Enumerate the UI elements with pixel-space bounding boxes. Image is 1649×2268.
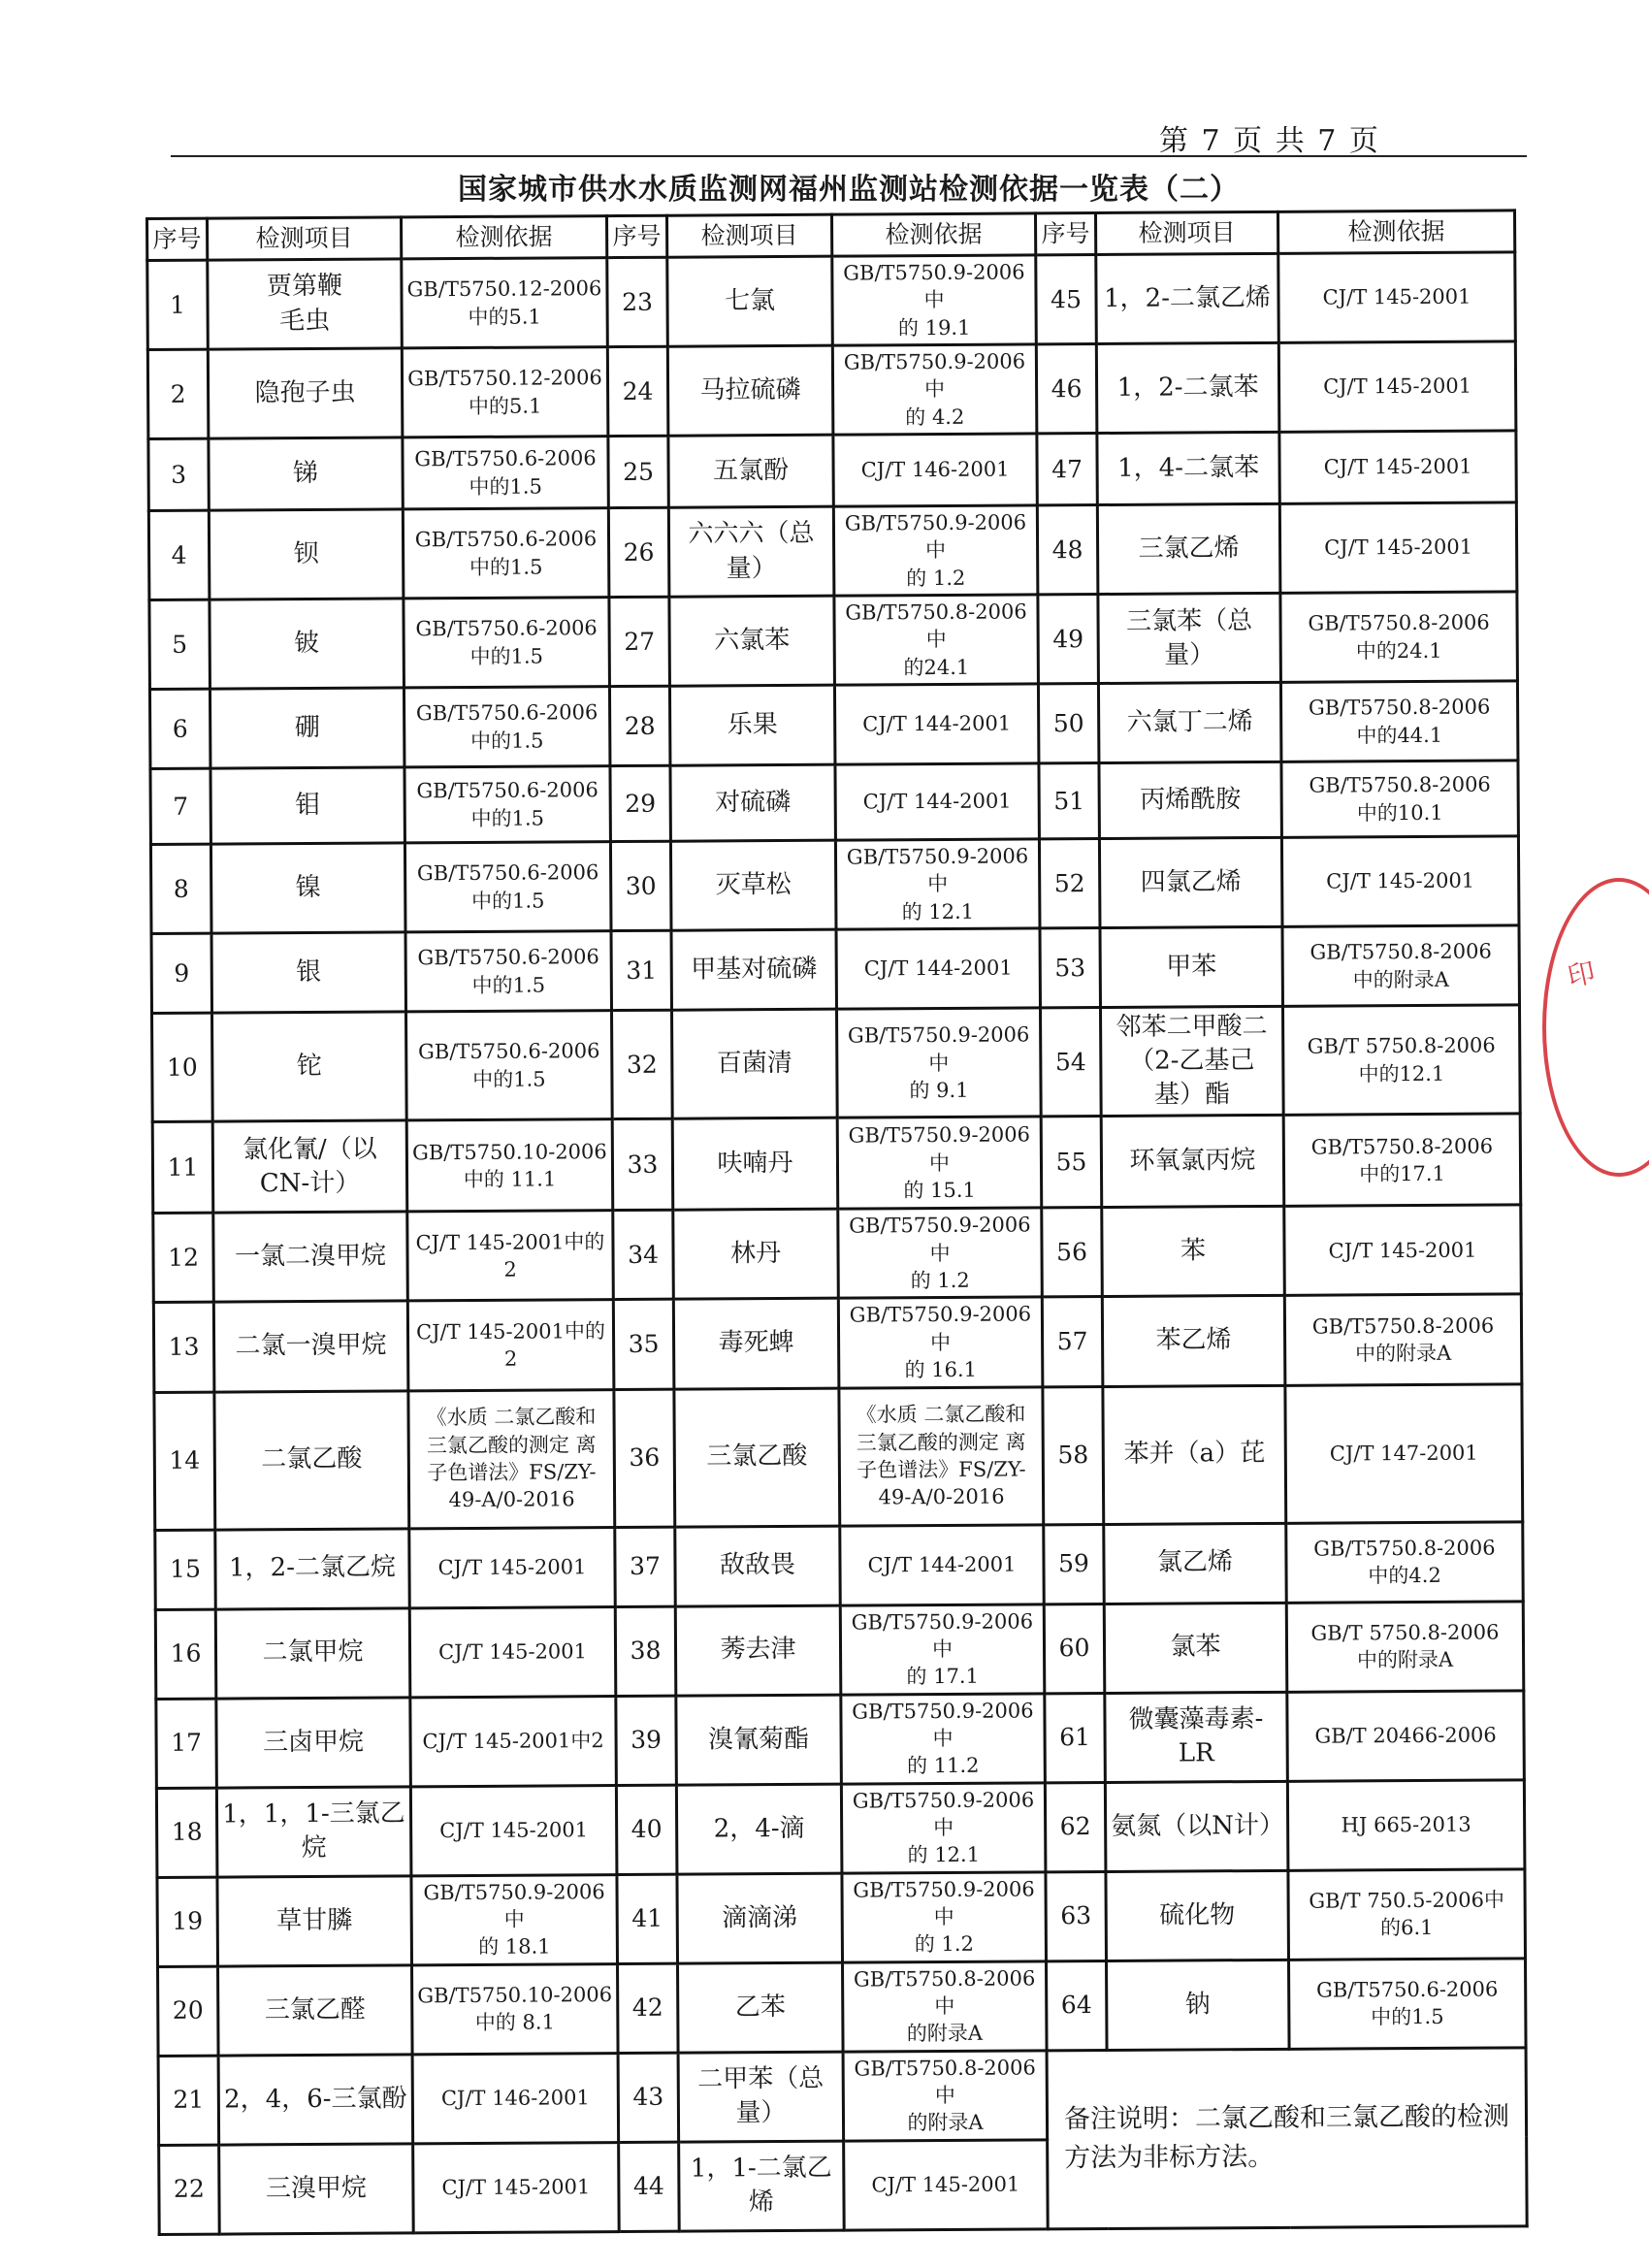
test-basis: CJ/T 144-2001 xyxy=(836,928,1040,1009)
row-number: 12 xyxy=(153,1214,214,1303)
test-basis: 《水质 二氯乙酸和 三氯乙酸的测定 离 子色谱法》FS/ZY- 49-A/0-2016 xyxy=(839,1386,1044,1525)
row-number: 15 xyxy=(155,1530,215,1609)
test-basis: GB/T5750.8-2006 中的24.1 xyxy=(1280,592,1518,683)
table-row xyxy=(154,1383,1523,1530)
test-item: 氯化氰/（以 CN-计） xyxy=(212,1120,407,1213)
row-number: 42 xyxy=(618,1963,679,2053)
table-row xyxy=(149,681,1517,769)
header-no: 序号 xyxy=(607,215,667,257)
row-number: 40 xyxy=(616,1785,677,1874)
test-item: 三氯苯（总 量） xyxy=(1098,593,1281,683)
table-row xyxy=(157,1868,1526,1966)
test-item: 乙苯 xyxy=(678,1962,844,2053)
test-basis: CJ/T 145-2001 xyxy=(409,1527,615,1607)
table-row xyxy=(147,341,1516,439)
row-number: 35 xyxy=(613,1300,674,1389)
table-row xyxy=(158,2047,1527,2145)
test-item: 苯并（a）芘 xyxy=(1103,1385,1286,1524)
row-number: 10 xyxy=(152,1013,213,1122)
test-basis: CJ/T 147-2001 xyxy=(1285,1383,1523,1522)
test-basis: GB/T5750.6-2006 中的1.5 xyxy=(403,508,609,599)
row-number: 49 xyxy=(1038,595,1099,684)
table-row xyxy=(153,1205,1522,1303)
test-item: 氨氮（以N计） xyxy=(1105,1781,1288,1871)
table-row xyxy=(155,1521,1523,1609)
test-basis: GB/T 750.5-2006中 的6.1 xyxy=(1288,1868,1526,1960)
test-item: 1，2-二氯苯 xyxy=(1096,342,1279,433)
test-basis: GB/T5750.8-2006 中的附录A xyxy=(1284,1294,1522,1385)
test-item: 五氯酚 xyxy=(668,435,833,507)
table-row xyxy=(152,1005,1521,1122)
test-item: 钼 xyxy=(210,767,404,844)
test-basis: GB/T5750.6-2006 中的1.5 xyxy=(406,1011,613,1121)
test-item: 氯苯 xyxy=(1104,1603,1287,1693)
red-seal-stamp xyxy=(1542,878,1649,1177)
header-item: 检测项目 xyxy=(208,217,402,260)
table-row xyxy=(155,1601,1524,1699)
test-basis: HJ 665-2013 xyxy=(1287,1779,1525,1870)
row-number: 5 xyxy=(149,599,210,689)
test-basis: GB/T5750.6-2006 中的1.5 xyxy=(1288,1958,1526,2049)
row-number: 57 xyxy=(1042,1297,1103,1386)
test-basis: GB/T5750.8-2006 中的附录A xyxy=(1282,925,1519,1006)
test-basis: CJ/T 146-2001 xyxy=(833,434,1037,506)
test-basis: CJ/T 145-2001 xyxy=(1278,341,1516,433)
test-item: 滴滴涕 xyxy=(677,1873,843,1963)
test-item: 钠 xyxy=(1106,1960,1289,2050)
test-item: 六氯丁二烯 xyxy=(1098,682,1280,762)
test-basis: CJ/T 145-2001中的 2 xyxy=(407,1211,614,1301)
test-item: 邻苯二甲酸二 （2-乙基己 基）酯 xyxy=(1100,1007,1283,1117)
row-number: 50 xyxy=(1038,684,1098,763)
row-number: 8 xyxy=(150,844,211,933)
header-item: 检测项目 xyxy=(1095,211,1277,254)
row-number: 47 xyxy=(1037,434,1097,505)
table-row xyxy=(148,431,1516,511)
test-item: 微囊藻毒素- LR xyxy=(1105,1692,1288,1782)
test-item: 1，4-二氯苯 xyxy=(1097,432,1279,504)
test-basis: GB/T5750.9-2006中 的 11.2 xyxy=(841,1693,1046,1783)
test-item: 2，4，6-三氯酚 xyxy=(218,2055,413,2145)
test-item: 呋喃丹 xyxy=(672,1118,838,1211)
header-item: 检测项目 xyxy=(666,214,831,257)
header-basis: 检测依据 xyxy=(402,216,607,259)
row-number: 54 xyxy=(1040,1008,1101,1118)
row-number: 2 xyxy=(147,349,209,438)
test-basis: CJ/T 145-2001 xyxy=(1279,502,1517,594)
remarks-note: 备注说明：二氯乙酸和三氯乙酸的检测方法为非标方法。 xyxy=(1047,2047,1527,2228)
test-basis: GB/T 5750.8-2006 中的附录A xyxy=(1286,1601,1524,1692)
test-basis: CJ/T 146-2001 xyxy=(412,2053,619,2143)
test-basis: GB/T5750.9-2006中 的 12.1 xyxy=(835,839,1040,929)
row-number: 29 xyxy=(610,765,670,841)
table-row xyxy=(151,925,1519,1014)
test-item: 百菌清 xyxy=(672,1009,838,1118)
row-number: 3 xyxy=(148,438,209,510)
test-item: 甲基对硫磷 xyxy=(671,929,836,1010)
test-item: 硼 xyxy=(210,688,404,768)
row-number: 52 xyxy=(1039,839,1100,928)
test-item: 草甘膦 xyxy=(217,1875,412,1965)
test-item: 七氯 xyxy=(667,256,833,346)
test-basis: GB/T5750.6-2006 中的1.5 xyxy=(405,931,611,1012)
test-item: 对硫磷 xyxy=(670,764,835,841)
row-number: 16 xyxy=(155,1609,216,1699)
test-item: 隐孢子虫 xyxy=(208,348,403,438)
test-item: 毒死蜱 xyxy=(673,1299,839,1389)
row-number: 36 xyxy=(614,1389,675,1527)
detection-basis-table xyxy=(146,209,1529,2235)
row-number: 14 xyxy=(154,1392,215,1530)
test-basis: CJ/T 145-2001 xyxy=(1284,1205,1522,1296)
test-item: 1，2-二氯乙烷 xyxy=(215,1528,409,1608)
table-row xyxy=(149,592,1518,690)
row-number: 41 xyxy=(617,1874,678,1963)
test-item: 莠去津 xyxy=(675,1605,841,1696)
test-item: 三氯乙酸 xyxy=(674,1388,840,1527)
row-number: 21 xyxy=(158,2056,219,2145)
test-item: 1，1，1-三氯乙 烷 xyxy=(216,1786,411,1876)
row-number: 13 xyxy=(153,1303,214,1392)
test-basis: CJ/T 145-2001 xyxy=(1278,252,1516,343)
row-number: 44 xyxy=(619,2142,680,2231)
test-item: 甲苯 xyxy=(1100,927,1282,1008)
test-item: 四氯乙烯 xyxy=(1099,837,1282,927)
test-basis: GB/T5750.8-2006 中的17.1 xyxy=(1283,1114,1521,1206)
test-item: 二氯乙酸 xyxy=(214,1390,409,1529)
row-number: 61 xyxy=(1045,1693,1106,1782)
table-body xyxy=(147,252,1527,2234)
test-item: 林丹 xyxy=(673,1210,839,1300)
row-number: 51 xyxy=(1039,763,1099,839)
test-item: 马拉硫磷 xyxy=(667,345,833,436)
row-number: 56 xyxy=(1042,1208,1103,1297)
test-basis: GB/T5750.9-2006中 的 15.1 xyxy=(837,1117,1042,1209)
test-item: 一氯二溴甲烷 xyxy=(213,1212,408,1302)
test-basis: GB/T5750.9-2006中 的 1.2 xyxy=(833,505,1038,596)
table-row xyxy=(147,252,1516,350)
row-number: 7 xyxy=(150,768,210,844)
test-item: 二甲苯（总 量） xyxy=(678,2052,844,2142)
row-number: 17 xyxy=(156,1699,217,1788)
row-number: 4 xyxy=(148,510,210,599)
test-basis: CJ/T 144-2001 xyxy=(835,763,1039,840)
seal-text: 印 xyxy=(1561,956,1599,991)
test-basis: CJ/T 145-2001 xyxy=(844,2140,1049,2230)
test-item: 镍 xyxy=(210,843,405,933)
test-basis: GB/T5750.9-2006中 的 16.1 xyxy=(838,1297,1043,1387)
test-basis: GB/T5750.9-2006中 的 4.2 xyxy=(832,344,1037,435)
test-item: 铍 xyxy=(210,599,404,689)
row-number: 24 xyxy=(607,346,668,436)
row-number: 9 xyxy=(151,933,211,1013)
test-basis: GB/T5750.12-2006 中的5.1 xyxy=(402,347,608,437)
header-no: 序号 xyxy=(1035,213,1095,255)
row-number: 1 xyxy=(147,260,209,349)
table-row xyxy=(148,502,1517,600)
row-number: 18 xyxy=(156,1788,217,1877)
test-basis: GB/T5750.6-2006 中的1.5 xyxy=(404,687,609,767)
test-basis: GB/T5750.8-2006 中 的附录A xyxy=(843,2051,1048,2141)
test-item: 苯 xyxy=(1102,1207,1285,1297)
test-basis: GB/T5750.8-2006 中 的24.1 xyxy=(834,595,1039,685)
row-number: 32 xyxy=(612,1010,673,1119)
test-item: 环氧氯丙烷 xyxy=(1101,1116,1284,1208)
test-item: 锑 xyxy=(209,437,403,510)
test-basis: GB/T5750.8-2006 中 的附录A xyxy=(843,1960,1048,2051)
row-number: 43 xyxy=(618,2053,679,2142)
test-basis: GB/T5750.6-2006 中的1.5 xyxy=(404,598,610,688)
test-basis: CJ/T 145-2001中2 xyxy=(410,1696,617,1786)
table-container xyxy=(146,209,1529,2235)
test-item: 贾第鞭 毛虫 xyxy=(208,259,403,349)
table-row xyxy=(158,1958,1527,2056)
table-row xyxy=(150,836,1519,934)
row-number: 20 xyxy=(158,1966,219,2056)
test-basis: CJ/T 145-2001 xyxy=(1281,836,1519,927)
row-number: 27 xyxy=(609,597,670,686)
table-row xyxy=(156,1779,1525,1877)
table-row xyxy=(150,761,1518,845)
test-basis: GB/T 5750.8-2006 中的12.1 xyxy=(1282,1005,1520,1116)
row-number: 46 xyxy=(1036,344,1097,434)
header-basis: 检测依据 xyxy=(1277,211,1514,253)
test-basis: GB/T5750.9-2006中 的 17.1 xyxy=(840,1604,1045,1694)
row-number: 31 xyxy=(611,930,671,1010)
test-basis: CJ/T 145-2001 xyxy=(410,1785,617,1875)
test-basis: GB/T5750.9-2006中 的 19.1 xyxy=(832,255,1037,345)
row-number: 55 xyxy=(1041,1117,1102,1208)
row-number: 11 xyxy=(152,1122,213,1214)
test-item: 溴氰菊酯 xyxy=(676,1695,842,1785)
row-number: 39 xyxy=(616,1696,677,1785)
test-item: 敌敌畏 xyxy=(675,1526,840,1606)
test-basis: GB/T5750.8-2006 中的10.1 xyxy=(1281,761,1518,837)
test-item: 乐果 xyxy=(669,685,834,765)
test-item: 氯乙烯 xyxy=(1104,1523,1286,1604)
test-basis: CJ/T 145-2001中的 2 xyxy=(407,1300,614,1390)
test-item: 铊 xyxy=(212,1012,407,1122)
test-item: 三溴甲烷 xyxy=(219,2144,414,2234)
test-item: 三氯乙醛 xyxy=(218,1964,413,2055)
row-number: 64 xyxy=(1046,1960,1107,2050)
row-number: 37 xyxy=(615,1527,675,1606)
test-item: 钡 xyxy=(209,509,404,599)
test-basis: GB/T5750.9-2006中 的 18.1 xyxy=(411,1874,618,1964)
test-item: 银 xyxy=(211,932,405,1013)
row-number: 48 xyxy=(1037,505,1098,595)
test-basis: CJ/T 144-2001 xyxy=(834,684,1038,764)
test-item: 灭草松 xyxy=(670,840,836,930)
table-row xyxy=(152,1114,1521,1214)
row-number: 53 xyxy=(1040,928,1100,1008)
test-basis: GB/T5750.9-2006中 的 12.1 xyxy=(841,1782,1046,1872)
row-number: 33 xyxy=(612,1119,673,1211)
test-basis: GB/T5750.9-2006中 的 1.2 xyxy=(842,1871,1047,1961)
row-number: 19 xyxy=(157,1877,218,1966)
row-number: 23 xyxy=(607,257,668,346)
test-item: 1，2-二氯乙烯 xyxy=(1096,253,1279,343)
row-number: 22 xyxy=(159,2145,220,2234)
test-basis: GB/T5750.6-2006 中的1.5 xyxy=(403,437,608,509)
test-item: 六六六（总 量） xyxy=(668,506,834,597)
test-basis: 《水质 二氯乙酸和 三氯乙酸的测定 离 子色谱法》FS/ZY- 49-A/0-2016 xyxy=(408,1389,615,1528)
page-number: 第 7 页 共 7 页 xyxy=(1159,124,1380,158)
row-number: 59 xyxy=(1044,1524,1104,1604)
test-item: 丙烯酰胺 xyxy=(1099,761,1281,838)
test-basis: GB/T5750.10-2006 中的 11.1 xyxy=(406,1119,613,1212)
test-basis: GB/T 20466-2006 xyxy=(1287,1690,1525,1781)
row-number: 45 xyxy=(1036,255,1097,344)
test-item: 二氯一溴甲烷 xyxy=(213,1301,408,1391)
test-item: 苯乙烯 xyxy=(1102,1296,1285,1386)
row-number: 26 xyxy=(608,507,669,597)
test-item: 1，1-二氯乙烯 xyxy=(679,2141,845,2231)
table-row xyxy=(156,1690,1525,1788)
test-item: 六氯苯 xyxy=(669,596,835,686)
row-number: 6 xyxy=(149,689,210,768)
test-basis: GB/T5750.9-2006中 的 9.1 xyxy=(836,1008,1041,1118)
row-number: 63 xyxy=(1046,1871,1107,1960)
row-number: 60 xyxy=(1044,1604,1105,1693)
test-basis: CJ/T 145-2001 xyxy=(1279,431,1516,503)
test-basis: CJ/T 145-2001 xyxy=(409,1606,616,1697)
row-number: 34 xyxy=(613,1211,674,1300)
test-basis: GB/T5750.8-2006 中的4.2 xyxy=(1286,1521,1523,1602)
row-number: 25 xyxy=(608,436,668,507)
test-item: 二氯甲烷 xyxy=(215,1607,410,1698)
test-basis: GB/T5750.8-2006 中的44.1 xyxy=(1280,681,1517,761)
test-basis: CJ/T 145-2001 xyxy=(413,2142,620,2232)
row-number: 58 xyxy=(1043,1386,1104,1524)
header-basis: 检测依据 xyxy=(831,213,1035,256)
test-item: 三卤甲烷 xyxy=(216,1697,411,1787)
test-basis: GB/T5750.9-2006中 的 1.2 xyxy=(838,1208,1043,1298)
test-basis: GB/T5750.6-2006 中的1.5 xyxy=(404,766,610,843)
row-number: 28 xyxy=(609,686,669,765)
row-number: 30 xyxy=(610,841,671,930)
test-basis: GB/T5750.6-2006 中的1.5 xyxy=(404,842,611,932)
row-number: 38 xyxy=(615,1606,676,1696)
row-number: 62 xyxy=(1045,1782,1106,1871)
test-item: 硫化物 xyxy=(1106,1870,1289,1960)
test-basis: GB/T5750.10-2006 中的 8.1 xyxy=(412,1963,619,2054)
header-rule xyxy=(171,155,1527,157)
header-no: 序号 xyxy=(147,218,208,260)
table-row xyxy=(153,1294,1522,1392)
test-basis: CJ/T 144-2001 xyxy=(840,1524,1044,1604)
test-basis: GB/T5750.12-2006 中的5.1 xyxy=(402,258,608,348)
test-item: 2，4-滴 xyxy=(676,1784,842,1874)
document-title: 国家城市供水水质监测网福州监测站检测依据一览表（二） xyxy=(458,173,1240,207)
test-item: 三氯乙烯 xyxy=(1097,503,1280,594)
